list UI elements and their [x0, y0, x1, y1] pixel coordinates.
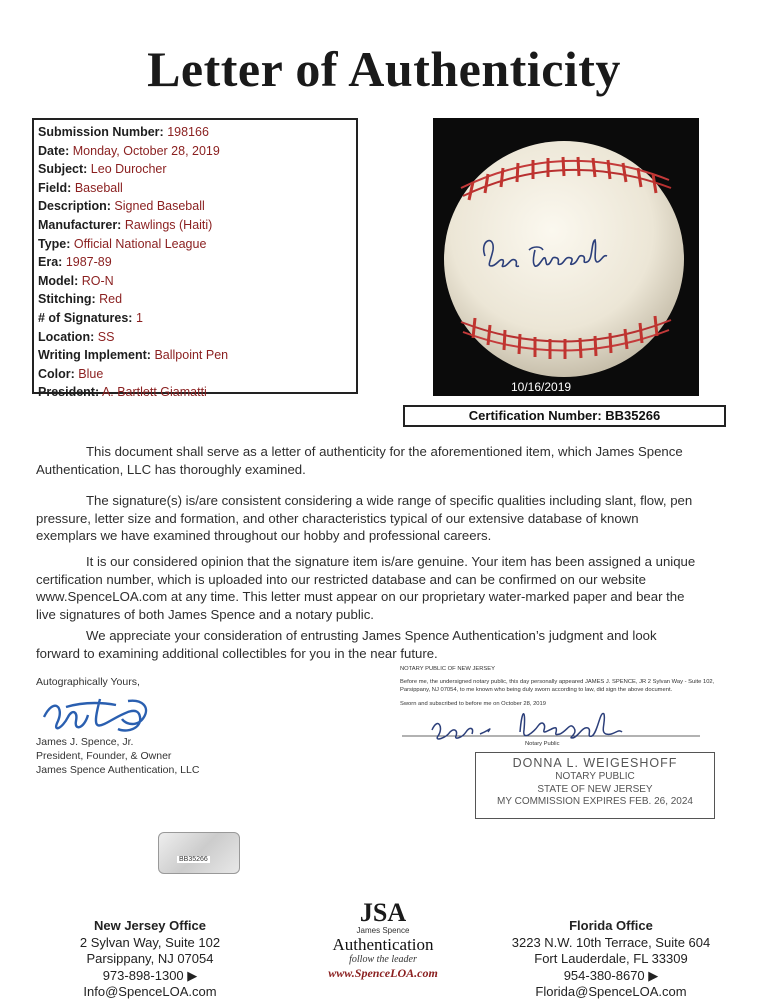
detail-row: [38, 290, 352, 309]
logo-mark: JSA: [359, 898, 407, 927]
footer-nj-office: [60, 918, 240, 1001]
detail-value: Signed Baseball: [114, 199, 205, 214]
notary-sig-label: Notary Public: [525, 741, 560, 747]
detail-value: 1987-89: [65, 255, 112, 270]
notary-stamp-title: NOTARY PUBLIC: [555, 771, 635, 782]
detail-value: Rawlings (Haiti): [124, 217, 213, 232]
paragraph-intro: This document shall serve as a letter of authenticity for the aforementioned item, which James Spence Authentication, LLC has thoroughly examined.: [36, 444, 683, 477]
signer-company: James Spence Authentication, LLC: [36, 764, 200, 776]
fl-address-line2: Fort Lauderdale, FL 33309: [534, 951, 688, 966]
detail-row: [38, 123, 352, 142]
detail-label: Submission Number:: [38, 125, 164, 139]
signoff-block: [36, 675, 296, 777]
detail-value: Baseball: [74, 180, 123, 195]
footer-fl-office: [492, 918, 730, 1001]
notary-stamp-state: STATE OF NEW JERSEY: [537, 783, 653, 795]
signoff-closing: Autographically Yours,: [36, 676, 140, 688]
detail-value: Leo Durocher: [90, 162, 167, 177]
detail-label: Model:: [38, 273, 79, 288]
certification-number: Certification Number: BB35266: [403, 405, 726, 427]
detail-row: [38, 253, 352, 272]
detail-value: 198166: [167, 125, 209, 139]
notary-block: [400, 665, 745, 748]
notary-stamp-expiry: MY COMMISSION EXPIRES FEB. 26, 2024: [497, 796, 693, 807]
detail-value: Monday, October 28, 2019: [72, 143, 220, 158]
detail-label: Type:: [38, 236, 71, 251]
detail-row: [38, 346, 352, 365]
detail-label: Field:: [38, 180, 72, 195]
detail-label: # of Signatures:: [38, 310, 133, 325]
detail-row: [38, 142, 352, 161]
notary-text: Before me, the undersigned notary public, this day personally appeared JAMES J. SPENCE, JR 2 Sylvan Way - Suite 102, Parsippany, NJ 07054, to me known who being duly sworn according to law, did sign the above document.: [400, 679, 715, 693]
logo-tagline: follow the leader: [349, 954, 417, 965]
detail-label: Description:: [38, 199, 111, 214]
logo-url: www.SpenceLOA.com: [328, 966, 438, 980]
detail-row: [38, 160, 352, 179]
logo-name: Authentication: [332, 935, 434, 954]
baseball-photo: [433, 118, 699, 396]
detail-value: Blue: [78, 366, 104, 381]
fl-address-line1: 3223 N.W. 10th Terrace, Suite 604: [511, 934, 711, 950]
nj-office-heading: New Jersey Office: [93, 918, 206, 933]
detail-row: [38, 309, 352, 328]
detail-row: [38, 383, 352, 402]
detail-row: [38, 328, 352, 347]
paragraph-appreciation: We appreciate your consideration of entrusting James Spence Authentication’s judgment and look forward to examining additional collectibles for you in the near future.: [36, 628, 657, 661]
james-spence-signature: [36, 689, 176, 735]
fl-contact: 954-380-8670 ▶ Florida@SpenceLOA.com: [535, 967, 687, 999]
detail-label: Era:: [38, 255, 63, 270]
paragraph-signature-consistency: The signature(s) is/are consistent considering a wide range of specific qualities including slant, flow, pen pressure, letter size and formation, and other characteristics typical of our extensive database of known exemplars we have examined throughout our hobby and professional careers.: [36, 493, 693, 543]
detail-label: Subject:: [38, 162, 88, 177]
hologram-sticker: [158, 832, 240, 874]
detail-value: Red: [99, 292, 123, 307]
notary-stamp-name: DONNA L. WEIGESHOFF: [512, 756, 678, 770]
detail-value: Ballpoint Pen: [154, 348, 229, 363]
jsa-logo: [308, 900, 458, 990]
detail-row: [38, 216, 352, 235]
detail-value: Official National League: [73, 236, 207, 251]
detail-label: Stitching:: [38, 292, 96, 307]
nj-contact: 973-898-1300 ▶ Info@SpenceLOA.com: [83, 967, 217, 999]
nj-address-line2: Parsippany, NJ 07054: [86, 951, 214, 966]
detail-row: [38, 272, 352, 291]
detail-label: President:: [38, 385, 100, 400]
detail-row: [38, 235, 352, 254]
baseball-image: [433, 118, 699, 396]
notary-sworn: Sworn and subscribed to before me on October 28, 2019: [400, 701, 546, 707]
notary-stamp: [475, 752, 715, 819]
detail-label: Color:: [38, 366, 75, 381]
detail-value: 1: [135, 310, 143, 325]
detail-label: Location:: [38, 329, 95, 344]
fl-office-heading: Florida Office: [569, 918, 653, 933]
photo-date-stamp: 10/16/2019: [511, 380, 572, 394]
detail-row: [38, 179, 352, 198]
detail-row: [38, 365, 352, 384]
detail-label: Date:: [38, 143, 70, 158]
signer-name: James J. Spence, Jr.: [36, 736, 134, 748]
detail-label: Writing Implement:: [38, 348, 151, 363]
item-details-box: [32, 118, 358, 400]
paragraph-opinion: It is our considered opinion that the signature item is/are genuine. Your item has been assigned a unique certification number, which is uploaded into our restricted database and can be confirmed on our website www.SpenceLOA.com at any time. This letter must appear on our proprietary water-marked paper and bear the live signatures of both James Spence and a notary public.: [36, 554, 696, 622]
logo-sub: James Spence: [356, 926, 410, 935]
detail-value: SS: [97, 329, 115, 344]
hologram-number: BB35266: [179, 856, 208, 863]
detail-row: [38, 197, 352, 216]
page-title: Letter of Authenticity: [147, 41, 621, 97]
detail-value: A. Bartlett Giamatti: [101, 385, 207, 400]
detail-value: RO-N: [81, 273, 114, 288]
detail-label: Manufacturer:: [38, 217, 122, 232]
nj-address-line1: 2 Sylvan Way, Suite 102: [79, 934, 221, 950]
notary-heading: NOTARY PUBLIC OF NEW JERSEY: [400, 666, 496, 672]
signer-role: President, Founder, & Owner: [36, 750, 172, 762]
